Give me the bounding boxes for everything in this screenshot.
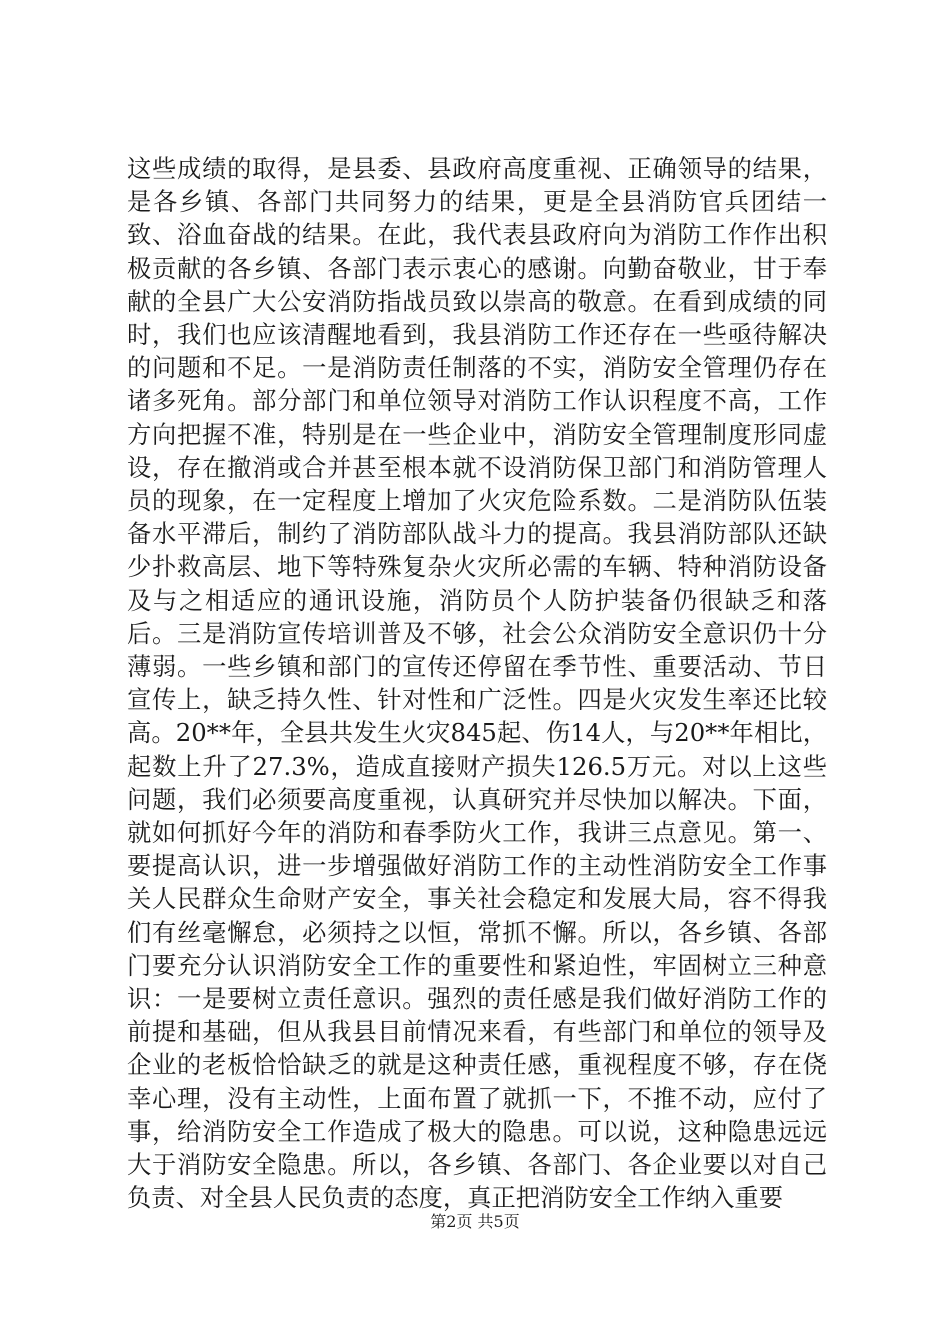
body-paragraph: 这些成绩的取得，是县委、县政府高度重视、正确领导的结果，是各乡镇、各部门共同努力的结果，更是全县消防官兵团结一致、浴血奋战的结果。在此，我代表县政府向为消防工作作出积极贡献的各乡镇、各部门表示衷心的感谢。向勤奋敬业，甘于奉献的全县广大公安消防指战员致以崇高的敬意。在看到成绩的同时，我们也应该清醒地看到，我县消防工作还存在一些亟待解决的问题和不足。一是消防责任制落的不实，消防安全管理仍存在诸多死角。部分部门和单位领导对消防工作认识程度不高，工作方向把握不准，特别是在一些企业中，消防安全管理制度形同虚设，存在撤消或合并甚至根本就不设消防保卫部门和消防管理人员的现象，在一定程度上增加了火灾危险系数。二是消防队伍装备水平滞后，制约了消防部队战斗力的提高。我县消防部队还缺少扑救高层、地下等特殊复杂火灾所必需的车辆、特种消防设备及与之相适应的通讯设施，消防员个人防护装备仍很缺乏和落后。三是消防宣传培训普及不够，社会公众消防安全意识仍十分薄弱。一些乡镇和部门的宣传还停留在季节性、重要活动、节日宣传上，缺乏持久性、针对性和广泛性。四是火灾发生率还比较高。20**年，全县共发生火灾845起、伤14人，与20**年相比，起数上升了27.3%，造成直接财产损失126.5万元。对以上这些问题，我们必须要高度重视，认真研究并尽快加以解决。下面，就如何抓好今年的消防和春季防火工作，我讲三点意见。第一、要提高认识，进一步增强做好消防工作的主动性消防安全工作事关人民群众生命财产安全，事关社会稳定和发展大局，容不得我们有丝毫懈怠，必须持之以恒，常抓不懈。所以，各乡镇、各部门要充分认识消防安全工作的重要性和紧迫性，牢固树立三种意识：一是要树立责任意识。强烈的责任感是我们做好消防工作的前提和基础，但从我县目前情况来看，有些部门和单位的领导及企业的老板恰恰缺乏的就是这种责任感，重视程度不够，存在侥幸心理，没有主动性，上面布置了就抓一下，不推不动，应付了事，给消防安全工作造成了极大的隐患。可以说，这种隐患远远大于消防安全隐患。所以，各乡镇、各部门、各企业要以对自己负责、对全县人民负责的态度，真正把消防安全工作纳入重要 [127, 154, 827, 1213]
page-footer: 第2页 共5页 [430, 1212, 520, 1231]
